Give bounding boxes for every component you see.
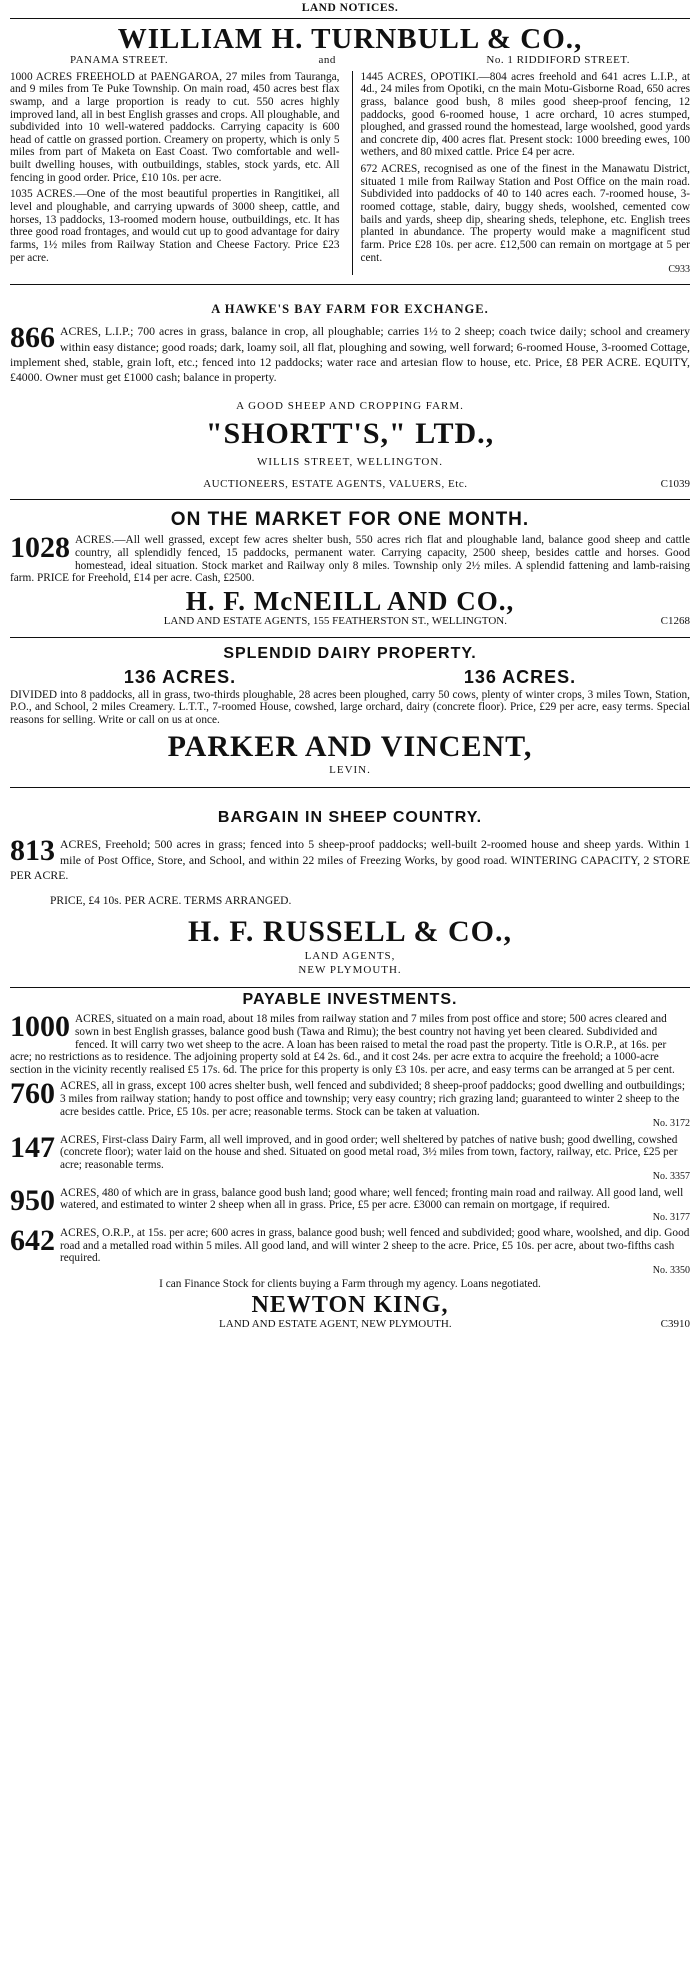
king-listing: [10, 1013, 690, 1076]
russell-firm-name: H. F. RUSSELL & CO.,: [188, 915, 512, 949]
divider: [10, 284, 690, 285]
listing-ref: No. 3350: [652, 1265, 690, 1277]
russell-price: PRICE, £4 10s. PER ACRE. TERMS ARRANGED.: [50, 895, 292, 908]
listing-text: 1035 ACRES.—One of the most beautiful properties in Rangitikei, all level and ploughable, and carrying upwards of 3000 sheep, cattle, and horses, 13 paddocks, 13-roomed modern house, outbuildings, etc. It has three good road frontages, and would cut up to good advantage for dairy farms, 1½ miles from Railway Station and Cheese Factory. Price £23 per acre.: [10, 188, 340, 264]
acreage-number: 950: [10, 1186, 55, 1217]
listing-text: [10, 834, 690, 883]
divider: [10, 787, 690, 788]
listing-body: ACRES, O.R.P., at 15s. per acre; 600 acres in grass, balance good bush; well fenced and subdivided; good whare, woolshed, and dip. Good road and a metalled road within 5 miles. All good land, and will winter 2 sheep to the acre. Price, £5 10s. per acre, about two-fifths cash required.: [60, 1227, 690, 1265]
king-listing: [10, 1134, 690, 1183]
king-listing: [10, 1227, 690, 1276]
shortts-street: WILLIS STREET, WELLINGTON.: [256, 455, 444, 468]
section-heading: LAND NOTICES.: [301, 2, 399, 14]
mcneill-advert: [10, 503, 690, 633]
listing-body: ACRES, Freehold; 500 acres in grass; fenced into 5 sheep-proof paddocks; well-built 2-roomed house and sheep yards. Within 1 mile of Post Office, Store, and School, and within 22 miles of Freezing Works, by good road. WINTERING CAPACITY, 2 STORE PER ACRE.: [10, 837, 690, 883]
king-address-row: [10, 1318, 690, 1330]
king-listing: [10, 1187, 690, 1223]
listing-ref: No. 3177: [652, 1211, 690, 1223]
listing-text: [10, 321, 690, 385]
russell-town: NEW PLYMOUTH.: [298, 964, 402, 977]
king-listing: [10, 1080, 690, 1129]
mcneill-address: LAND AND ESTATE AGENTS, 155 FEATHERSTON ST., WELLINGTON.: [163, 615, 507, 628]
turnbull-left-column: [10, 71, 340, 276]
turnbull-and: and: [318, 54, 336, 67]
king-firm-name: NEWTON KING,: [251, 1291, 449, 1318]
acreage-number: 760: [10, 1080, 55, 1111]
turnbull-street-left: PANAMA STREET.: [70, 54, 169, 67]
advert-subtitle: A GOOD SHEEP AND CROPPING FARM.: [236, 399, 464, 412]
advert-code: C933: [668, 264, 690, 276]
acres-row: [10, 667, 690, 687]
listing-text: 1445 ACRES, OPOTIKI.—804 acres freehold and 641 acres L.I.P., at 4d., 24 miles from Opotiki, cn the main Motu-Gisborne Road, 650 acres grass, balance good bush, 8 miles good sheep-proof fencing, 12 paddocks, good 6-roomed house, 1 acre orchard, 10 acres stumped, ploughed, and grassed round the homestead, large woolshed, good yards and concrete dip, 400 acres flat. Present stock: 1000 breeding ewes, 100 wethers, and 80 mixed cattle. Price £4 per acre.: [360, 70, 690, 159]
king-listings: [10, 1013, 690, 1276]
divider: [10, 637, 690, 638]
king-finance-note: I can Finance Stock for clients buying a Farm through my agency. Loans negotiated.: [159, 1278, 541, 1291]
advert-title: SPLENDID DAIRY PROPERTY.: [223, 644, 477, 662]
parker-advert: [10, 641, 690, 785]
turnbull-addresses: [10, 54, 690, 66]
advert-title: ON THE MARKET FOR ONE MONTH.: [170, 509, 530, 531]
listing-body: ACRES, 480 of which are in grass, balance good bush land; good whare; well fenced; fronting main road and railway. All good land, well watered, and estimated to winter 2 sheep when all in grass. Price, £5 per acre. £3000 can remain on mortgage, if required.: [60, 1186, 684, 1212]
turnbull-advert: [10, 22, 690, 282]
advert-title: BARGAIN IN SHEEP COUNTRY.: [217, 809, 483, 827]
divider: [10, 987, 690, 988]
advert-code: C1268: [660, 615, 690, 628]
acres-right: 136 ACRES.: [463, 666, 577, 687]
shortts-advert: [10, 288, 690, 496]
listing-ref: No. 3357: [652, 1171, 690, 1183]
advert-title: A HAWKE'S BAY FARM FOR EXCHANGE.: [211, 302, 489, 317]
listing-body: ACRES, First-class Dairy Farm, all well improved, and in good order; well sheltered by patches of native bush; good dwelling, cowshed (concrete floor); water laid on the house and shed. Situated on good metal road, 3½ miles from town, factory, railway, etc. Price, £25 per acre; reasonable terms.: [60, 1133, 678, 1171]
divider: [10, 499, 690, 500]
advert-title: PAYABLE INVESTMENTS.: [242, 991, 458, 1009]
shortts-trades: AUCTIONEERS, ESTATE AGENTS, VALUERS, Etc.: [203, 477, 468, 490]
russell-role: LAND AGENTS,: [304, 949, 396, 962]
acreage-number: 1000: [10, 1013, 70, 1044]
acres-left: 136 ACRES.: [123, 666, 237, 687]
turnbull-columns: [10, 71, 690, 276]
listing-body: ACRES, L.I.P.; 700 acres in grass, balance in crop, all ploughable; carries 1½ to 2 sheep; coach twice daily; school and creamery within easy distance; good roads; dark, loamy soil, all flat, ploughing and sowing, well forward; 6-roomed House, 3-roomed Cottage, implement shed, stable, grain loft, etc.; fenced into 12 paddocks; water race and artesian flow to house, etc. Price, £8 PER ACRE. EQUITY, £4000. Owner must get £1000 cash; balance in property.: [10, 324, 690, 385]
listing-body: ACRES, situated on a main road, about 18 miles from railway station and 7 miles from post office and store; 500 acres cleared and sown in best English grasses, balance good bush (Tawa and Rimu); the best country not having yet been cleared. Subdivided and fenced. It will carry two wet sheep to the acre. A loan has been raised to metal the road past the property. Title is O.R.P., at 16s. per acre; no restrictions as to residence. The adjoining property sold at £4 2s. 6d., and it cost 24s. per acre extra to acquire the freehold; a 1000-acre section in the vicinity recently realised £5 17s. 6d. The price for this property is only £3 10s. per acre, and easy terms can be arranged at 5 per cent.: [10, 1013, 675, 1076]
listing-text: DIVIDED into 8 paddocks, all in grass, two-thirds ploughable, 28 acres been ploughed, carry 50 cows, plenty of winter crops, 3 miles Town, Station, P.O., and School, 2 miles Creamery. L.T.T., 7-roomed House, cowshed, large orchard, dairy (concrete floor). Price, £29 per acre, easy terms. Special reasons for selling. Write or call on us at once.: [10, 688, 690, 726]
listing-ref: No. 3172: [652, 1118, 690, 1130]
acreage-number: 642: [10, 1227, 55, 1258]
acreage-number: 147: [10, 1133, 55, 1164]
acreage-number: 1028: [10, 531, 70, 565]
listing-text: 1000 ACRES FREEHOLD at PAENGAROA, 27 miles from Tauranga, and 9 miles from Te Puke Township. On main road, 450 acres best flax swamp, and a large proportion is ready to cut. 550 acres highly improved land, all in best English grasses and crops. All ploughable, and subdivided into 10 well-watered paddocks. Carrying capacity is 600 head of cattle on grassed portion. Creamery on property, which is only 5 miles from part of Maketa on East Coast. Two comfortable and well-built dwelling houses, with outbuildings, stables, stock yards, etc. All fencing in good order. Price, £10 10s. per acre.: [10, 70, 340, 184]
turnbull-right-column: [352, 71, 691, 276]
acreage-number: 866: [10, 321, 55, 355]
king-address: LAND AND ESTATE AGENT, NEW PLYMOUTH.: [219, 1318, 452, 1331]
king-advert: [10, 991, 690, 1336]
advert-code: C1039: [660, 477, 690, 490]
mcneill-firm-name: H. F. McNEILL AND CO.,: [185, 586, 515, 616]
listing-body: ACRES, all in grass, except 100 acres shelter bush, well fenced and subdivided; 8 sheep-proof paddocks; good dwelling and outbuildings; 3 miles from railway station; handy to post office and township; very easy country; rich grazing land; guaranteed to winter 2 sheep to the acre besides cattle. Price, £5 10s. per acre; reasonable terms. Stock can be taken at valuation.: [60, 1080, 685, 1118]
advert-code: C3910: [660, 1318, 690, 1331]
parker-town: LEVIN.: [329, 764, 371, 777]
listing-text: [10, 531, 690, 585]
turnbull-street-right: No. 1 RIDDIFORD STREET.: [486, 54, 630, 67]
listing-body: ACRES.—All well grassed, except few acres shelter bush, 550 acres rich flat and ploughable land, balance good sheep and cattle country, all splendidly fenced, 15 paddocks, permanent water. Carrying capacity, 2500 sheep, besides cattle and horses. Good homestead, ideal situation. Stock market and Railway only 8 miles. Township only 2½ miles. A splendid fattening and lamb-raising farm. PRICE for Freehold, £14 per acre. Cash, £2500.: [10, 534, 690, 585]
shortts-trades-row: [10, 478, 690, 490]
russell-advert: [10, 791, 690, 984]
listing-text: 672 ACRES, recognised as one of the finest in the Manawatu District, situated 1 mile from Railway Station and Post Office on the main road. Subdivided into paddocks of 40 to 140 acres each. 7-roomed house, 3-roomed cottage, stable, dairy, buggy sheds, woolshed, cemented cow bails and yards, sheep dip, shearing sheds, telephone, etc. English trees planted in abundance. The property would make a magnificent stud farm. Price £28 10s. per acre. £12,500 can remain on mortgage at 5 per cent.: [360, 163, 690, 264]
mcneill-address-row: [10, 615, 690, 627]
divider: [10, 18, 690, 19]
parker-firm-name: PARKER AND VINCENT,: [167, 729, 533, 763]
acreage-number: 813: [10, 834, 55, 868]
shortts-firm-name: "SHORTT'S," LTD.,: [205, 417, 495, 451]
turnbull-firm-name: WILLIAM H. TURNBULL & CO.,: [117, 22, 583, 55]
